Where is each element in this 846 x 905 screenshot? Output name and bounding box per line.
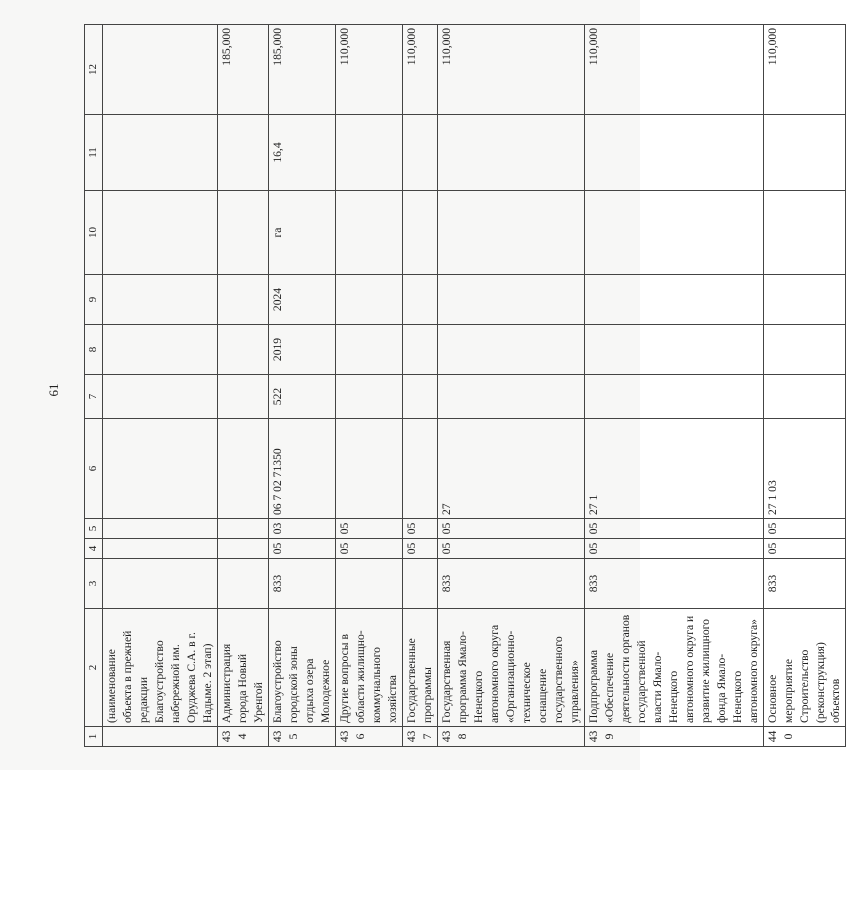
row-number: 434	[218, 727, 269, 747]
table-row	[335, 25, 402, 747]
col8-value	[763, 325, 846, 375]
col8-value	[402, 325, 437, 375]
budget-table	[84, 24, 846, 747]
row-name: Государственные программы	[402, 609, 437, 727]
col3-value: 833	[584, 559, 763, 609]
header-cell: 5	[85, 519, 103, 539]
col10-value	[402, 191, 437, 275]
col12-value: 110,000	[584, 25, 763, 115]
row-number: 436	[335, 727, 402, 747]
row-name: Подпрограмма «Обеспечение деятельности органов государственной власти Ямало-Ненецкого автономного округа и развитие жилищного фонда Ямало-Ненецкого автономного округа»	[584, 609, 763, 727]
rotated-table-container	[84, 25, 843, 747]
col11-value	[218, 115, 269, 191]
col7-value	[763, 375, 846, 419]
col10-value	[763, 191, 846, 275]
col12-value: 185,000	[269, 25, 336, 115]
col6-value	[335, 419, 402, 519]
col3-value	[402, 559, 437, 609]
col11-value: 16,4	[269, 115, 336, 191]
col5-value: 05	[584, 519, 763, 539]
col11-value	[584, 115, 763, 191]
col9-value	[584, 275, 763, 325]
header-cell: 6	[85, 419, 103, 519]
col12-value: 110,000	[763, 25, 846, 115]
col11-value	[103, 115, 218, 191]
col12-value	[103, 25, 218, 115]
col6-value	[218, 419, 269, 519]
col3-value: 833	[269, 559, 336, 609]
header-cell: 3	[85, 559, 103, 609]
header-cell: 4	[85, 539, 103, 559]
row-name: Администрация города Новый Уренгой	[218, 609, 269, 727]
header-cell: 2	[85, 609, 103, 727]
col9-value: 2024	[269, 275, 336, 325]
col5-value: 05	[763, 519, 846, 539]
col3-value	[103, 559, 218, 609]
col7-value	[402, 375, 437, 419]
table-row	[269, 25, 336, 747]
row-number: 438	[437, 727, 584, 747]
page-number: 61	[46, 383, 61, 397]
table-row	[437, 25, 584, 747]
col10-value	[584, 191, 763, 275]
col7-value	[103, 375, 218, 419]
col5-value: 03	[269, 519, 336, 539]
table-row	[103, 25, 218, 747]
table-row	[218, 25, 269, 747]
row-number: 440	[763, 727, 846, 747]
row-number: 437	[402, 727, 437, 747]
row-name: Благоустройство городской зоны отдыха озера Молодежное	[269, 609, 336, 727]
col8-value	[218, 325, 269, 375]
col9-value	[437, 275, 584, 325]
col11-value	[763, 115, 846, 191]
col4-value: 05	[335, 539, 402, 559]
col10-value	[335, 191, 402, 275]
table-row	[402, 25, 437, 747]
header-cell: 12	[85, 25, 103, 115]
col6-value: 27 1 03	[763, 419, 846, 519]
col5-value	[103, 519, 218, 539]
col9-value	[763, 275, 846, 325]
header-cell: 9	[85, 275, 103, 325]
col9-value	[218, 275, 269, 325]
col6-value	[402, 419, 437, 519]
col9-value	[103, 275, 218, 325]
col12-value: 110,000	[335, 25, 402, 115]
col8-value	[584, 325, 763, 375]
col6-value: 06 7 02 71350	[269, 419, 336, 519]
col4-value: 05	[402, 539, 437, 559]
header-cell: 10	[85, 191, 103, 275]
col6-value: 27	[437, 419, 584, 519]
row-number: 439	[584, 727, 763, 747]
col11-value	[335, 115, 402, 191]
col7-value: 522	[269, 375, 336, 419]
header-cell: 1	[85, 727, 103, 747]
col9-value	[402, 275, 437, 325]
row-name: (наименование объекта в прежней редакции Благоустройство набережной им. Оруджева С.А. в г. Надыме. 2 этап)	[103, 609, 218, 727]
col5-value: 05	[402, 519, 437, 539]
col7-value	[437, 375, 584, 419]
col3-value: 833	[437, 559, 584, 609]
col4-value: 05	[269, 539, 336, 559]
col6-value	[103, 419, 218, 519]
col8-value	[103, 325, 218, 375]
col12-value: 110,000	[402, 25, 437, 115]
row-name: Основное мероприятие Строительство (реконструкция) объектов	[763, 609, 846, 727]
col4-value	[103, 539, 218, 559]
col4-value: 05	[584, 539, 763, 559]
col10-value	[218, 191, 269, 275]
header-cell: 11	[85, 115, 103, 191]
col11-value	[437, 115, 584, 191]
col5-value: 05	[335, 519, 402, 539]
col8-value: 2019	[269, 325, 336, 375]
col10-value: га	[269, 191, 336, 275]
table-row	[763, 25, 846, 747]
header-cell: 8	[85, 325, 103, 375]
col6-value: 27 1	[584, 419, 763, 519]
col5-value	[218, 519, 269, 539]
col4-value: 05	[763, 539, 846, 559]
col5-value: 05	[437, 519, 584, 539]
col3-value	[335, 559, 402, 609]
page-bottom-margin	[0, 770, 640, 905]
col11-value	[402, 115, 437, 191]
col7-value	[218, 375, 269, 419]
row-number: 435	[269, 727, 336, 747]
row-number	[103, 727, 218, 747]
col12-value: 110,000	[437, 25, 584, 115]
row-name: Государственная программа Ямало-Ненецкого автономного округа «Организационно-техническое оснащение государственного управления»	[437, 609, 584, 727]
table-header-row	[85, 25, 103, 747]
col3-value: 833	[763, 559, 846, 609]
col10-value	[437, 191, 584, 275]
col9-value	[335, 275, 402, 325]
col3-value	[218, 559, 269, 609]
col7-value	[584, 375, 763, 419]
col4-value	[218, 539, 269, 559]
col7-value	[335, 375, 402, 419]
col12-value: 185,000	[218, 25, 269, 115]
col10-value	[103, 191, 218, 275]
col4-value: 05	[437, 539, 584, 559]
table-row	[584, 25, 763, 747]
row-name: Другие вопросы в области жилищно-коммунального хозяйства	[335, 609, 402, 727]
col8-value	[437, 325, 584, 375]
header-cell: 7	[85, 375, 103, 419]
col8-value	[335, 325, 402, 375]
